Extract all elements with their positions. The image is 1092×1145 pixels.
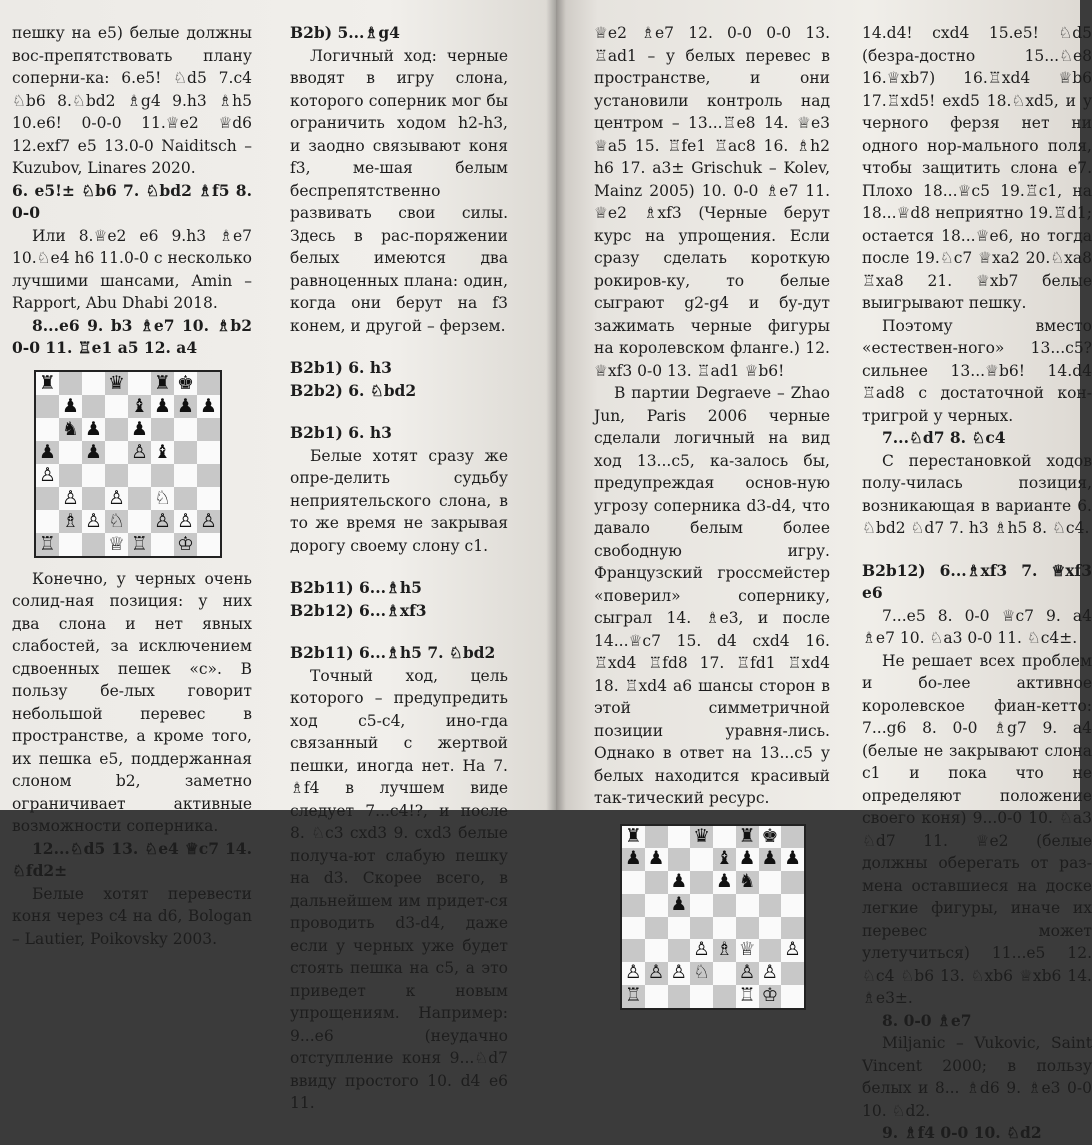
chess-piece: ♟ (625, 848, 642, 870)
board-square (668, 985, 691, 1008)
board-square (713, 826, 736, 849)
chess-piece: ♙ (108, 486, 125, 509)
move-heading: B2b2) 6. ♘bd2 (290, 380, 417, 400)
board-square (36, 418, 59, 441)
chess-diagram-2 (620, 824, 806, 1010)
board-square (82, 533, 105, 556)
chess-piece: ♙ (200, 509, 217, 532)
board-square (36, 510, 59, 533)
board-square (174, 464, 197, 487)
chess-piece: ♟ (670, 893, 688, 915)
chess-piece: ♟ (39, 440, 56, 463)
board-square (781, 985, 804, 1008)
chess-piece: ♟ (85, 417, 102, 440)
board-square (128, 487, 151, 510)
chess-piece: ♟ (62, 394, 79, 417)
spacer (862, 540, 1092, 560)
book-gutter (546, 0, 566, 810)
chess-piece: ♜ (738, 825, 756, 847)
board-square (690, 985, 713, 1008)
chess-piece: ♙ (625, 962, 642, 983)
board-square (645, 985, 668, 1008)
right-page (556, 0, 1092, 1142)
board-square (59, 441, 82, 464)
move-heading: 12...♘d5 13. ♘e4 ♕c7 14. ♘fd2± (12, 838, 252, 880)
board-square (197, 533, 220, 556)
chess-diagram-1 (34, 370, 222, 558)
chess-piece: ♜ (154, 371, 171, 394)
chess-piece: ♟ (738, 848, 756, 870)
move-heading: B2b11) 6...♗h5 7. ♘bd2 (290, 643, 496, 662)
col1-bottom (12, 568, 252, 951)
chess-piece: ♙ (85, 509, 102, 532)
spacer (290, 402, 508, 422)
chess-piece: ♟ (200, 394, 217, 417)
board-square (105, 464, 128, 487)
chess-piece: ♜ (625, 825, 642, 847)
board-square (59, 372, 82, 395)
move-heading: 7...♘d7 8. ♘c4 (882, 428, 1006, 447)
board-square (645, 826, 668, 849)
chess-piece: ♙ (670, 962, 688, 983)
paragraph: Не решает всех проблем и бо-лее активное королевское фиан-кетто: 7...g6 8. 0-0 ♗g7 9. a4 (белые не закрывают слона c1 и пока что не определяют положение своего коня) 9...0-0 10. ♘a3 ♘d7 11. ♕e2 (белые должны оберегать от раз-мена оставшиеся на доске легкие фигуры, иначе их перевес может улетучиться) 11...e5 12. ♘c4 ♘b6 13. ♘xb6 ♕xb6 14. ♗e3±. (862, 651, 1092, 1007)
chess-piece: ♙ (131, 440, 148, 463)
chess-piece: ♙ (784, 939, 801, 961)
board-square (105, 441, 128, 464)
move-heading: B2b1) 6. h3 (290, 423, 392, 442)
chess-piece: ♕ (108, 532, 125, 555)
chess-piece: ♟ (670, 871, 688, 892)
move-heading: B2b12) 6...♗xf3 (290, 600, 427, 620)
chess-piece: ♘ (108, 509, 125, 532)
spacer (290, 337, 508, 357)
move-heading: B2b11) 6...♗h5 (290, 578, 422, 597)
chess-piece: ♗ (62, 509, 79, 532)
board-square (59, 464, 82, 487)
paragraph: Белые хотят сразу же опре-делить судьбу неприятельского слона, в то же время не закрывая дорогу своему слону c1. (290, 446, 508, 555)
board-square (759, 939, 782, 962)
paragraph: 14.d4! cxd4 15.e5! ♘d5 (безра-достно 15...♘e8 16.♕xb7) 16.♖xd4 ♕b6 17.♖xd5! exd5 18.♘xd5, и у черного ферзя нет ни одного нор-мального поля, чтобы защитить слона e7. Плохо 18...♕c5 19.♖c1, на 18...♕d8 неприятно 19.♖d1; остается 18...♕e6, но тогда после 19.♘c7 ♕xa2 20.♘xa8 ♖xa8 21. ♕xb7 белые выигрывают пешку. (862, 24, 1092, 312)
board-square (736, 917, 759, 940)
move-heading: B2b1) 6. h3 (290, 358, 392, 377)
move-heading: 6. e5!± ♘b6 7. ♘bd2 ♗f5 8. 0-0 (12, 180, 252, 222)
board-square (105, 395, 128, 418)
board-square (82, 487, 105, 510)
board-square (690, 894, 713, 917)
chess-piece: ♟ (761, 848, 779, 870)
board-square (713, 962, 736, 985)
col1-top (12, 22, 252, 360)
chess-piece: ♞ (738, 871, 756, 892)
paragraph: С перестановкой ходов полу-чилась позиция, возникающая в варианте 6. ♘bd2 ♘d7 7. h3 ♗h5 8. ♘c4. (862, 451, 1092, 537)
board-square (645, 917, 668, 940)
board-square (690, 871, 713, 894)
chess-piece: ♞ (62, 417, 79, 440)
chess-piece: ♙ (738, 962, 756, 983)
col3-text (594, 22, 830, 810)
spacer (290, 622, 508, 642)
board-square (645, 871, 668, 894)
chess-piece: ♝ (716, 848, 733, 870)
chess-piece: ♙ (39, 463, 56, 486)
paragraph: Точный ход, цель которого – предупредить ход c5-c4, ино-гда связанный с жертвой пешки, иногда нет. На 7. ♗f4 в лучшем виде следует 7...c4!?, и после 8. ♘c3 cxd3 9. cxd3 белые получа-ют слабую пешку на d3. Скорее всего, в дальнейшем им придет-ся проводить d3-d4, даже если у черных уже будет стоять пешка на c5, а это приведет к новым упрощениям. Например: 9...e6 (неудачно отступление коня 9...♘d7 ввиду простого 10. d4 e6 11. (290, 666, 508, 1112)
board-square (645, 939, 668, 962)
board-square (197, 372, 220, 395)
chess-piece: ♟ (154, 394, 171, 417)
chess-piece: ♙ (154, 509, 171, 532)
chess-piece: ♖ (39, 532, 56, 555)
board-square (151, 464, 174, 487)
board-square (59, 533, 82, 556)
paragraph: Конечно, у черных очень солид-ная позиция: у них два слона и нет явных слабостей, за исключением сдвоенных пешек «с». В пользу бе-лых говорит небольшой перевес в пространстве, а кроме того, их пешка e5, поддержанная слоном b2, заметно ограничивает активные возможности соперника. (12, 569, 252, 835)
board-square (713, 917, 736, 940)
chess-piece: ♚ (761, 825, 779, 847)
left-column-1 (12, 22, 252, 950)
paragraph: Белые хотят перевести коня через c4 на d6, Bologan – Lautier, Poikovsky 2003. (12, 884, 252, 948)
chess-piece: ♜ (39, 371, 56, 394)
board-square (759, 894, 782, 917)
left-page (0, 0, 556, 1112)
spacer (290, 557, 508, 577)
chess-piece: ♟ (177, 394, 194, 417)
board-square (668, 826, 691, 849)
board-square (128, 510, 151, 533)
board-square (622, 917, 645, 940)
chess-piece: ♛ (108, 371, 125, 394)
chess-piece: ♘ (693, 962, 710, 983)
board-square (713, 985, 736, 1008)
move-heading: 8. 0-0 ♗e7 (882, 1010, 972, 1030)
chess-piece: ♙ (761, 962, 779, 983)
board-square (36, 487, 59, 510)
chess-piece: ♙ (177, 509, 194, 532)
board-square (668, 848, 691, 871)
chess-piece: ♝ (154, 440, 171, 463)
board-square (622, 871, 645, 894)
board-square (174, 487, 197, 510)
board-square (759, 871, 782, 894)
board-square (151, 533, 174, 556)
chess-piece: ♖ (131, 532, 148, 555)
board-square (197, 487, 220, 510)
board-square (622, 894, 645, 917)
paragraph: Miljanic – Vukovic, Saint Vincent 2000; в пользу белых и 8... ♗d6 9. ♗e3 0-0 10. ♘d2. (862, 1034, 1092, 1120)
board-square (128, 464, 151, 487)
board-square (197, 441, 220, 464)
board-square (759, 917, 782, 940)
board-square (668, 917, 691, 940)
paragraph: ♕e2 ♗e7 12. 0-0 0-0 13. ♖ad1 – у белых перевес в пространстве, и они установили контроль над центром – 13...♖e8 14. ♕e3 ♕a5 15. ♖fe1 ♖ac8 16. ♗h2 h6 17. a3± Grischuk – Kolev, Mainz 2005) 10. 0-0 ♗e7 11. ♕e2 ♗xf3 (Черные берут курс на упрощения. Если сразу сделать короткую рокиров-ку, то белые сыграют g2-g4 и бу-дут зажимать черные фигуры на королевском фланге.) 12. ♕xf3 0-0 13. ♖ad1 ♕b6! (594, 24, 830, 380)
board-square (781, 917, 804, 940)
right-column-1 (594, 22, 830, 1010)
chess-piece: ♗ (716, 939, 733, 961)
paragraph: 7...e5 8. 0-0 ♕c7 9. a4 ♗e7 10. ♘a3 0-0 11. ♘c4±. (862, 606, 1092, 647)
chess-piece: ♚ (177, 371, 194, 394)
chess-piece: ♖ (625, 984, 642, 1006)
board-square (645, 894, 668, 917)
move-heading: B2b) 5...♗g4 (290, 23, 400, 42)
chess-piece: ♟ (716, 871, 733, 892)
move-heading: 8...e6 9. b3 ♗e7 10. ♗b2 0-0 11. ♖e1 a5 12. a4 (12, 315, 252, 357)
paragraph: Логичный ход: черные вводят в игру слона, которого соперник мог бы ограничить ходом h2-h3, и заодно связывают коня f3, ме-шая белым беспрепятственно развивать свои силы. Здесь в рас-поряжении белых имеются два равноценных плана: один, когда они берут на f3 конем, и другой – ферзем. (290, 46, 508, 335)
board-square (36, 395, 59, 418)
chess-piece: ♟ (85, 440, 102, 463)
board-square (781, 962, 804, 985)
left-column-2 (290, 22, 508, 1115)
chess-piece: ♔ (177, 532, 194, 555)
board-square (736, 894, 759, 917)
board-square (781, 826, 804, 849)
paragraph: пешку на e5) белые должны вос-препятствовать плану соперни-ка: 6.e5! ♘d5 7.c4 ♘b6 8.♘bd2 ♗g4 9.h3 ♗h5 10.e6! 0-0-0 11.♕e2 ♕d6 12.exf7 e5 13.0-0 Naiditsch – Kuzubov, Linares 2020. (12, 24, 252, 177)
chess-piece: ♙ (693, 939, 710, 961)
chess-piece: ♝ (131, 394, 148, 417)
board-square (690, 848, 713, 871)
chess-piece: ♘ (154, 486, 171, 509)
chess-piece: ♙ (62, 486, 79, 509)
board-square (690, 917, 713, 940)
board-square (622, 939, 645, 962)
board-square (105, 418, 128, 441)
move-heading: B2b12) 6...♗xf3 7. ♕xf3 e6 (862, 560, 1092, 602)
board-square (668, 939, 691, 962)
chess-piece: ♔ (761, 984, 779, 1006)
paragraph: Поэтому вместо «естествен-ного» 13...c5? сильнее 13...♕b6! 14.d4 ♖ad8 с достаточной кон-тригрой у черных. (862, 316, 1092, 425)
board-square (82, 372, 105, 395)
chess-piece: ♖ (738, 984, 756, 1006)
paragraph: В партии Degraeve – Zhao Jun, Paris 2006 черные сделали логичный на вид ход 13...c5, ка-залось бы, предупреждая основ-ную угрозу соперника d3-d4, что давало белым более свободную игру. Французский гроссмейстер «поверил» сопернику, сыграл 14. ♗e3, и после 14...♕c7 15. d4 cxd4 16. ♖xd4 ♖fd8 17. ♖fd1 ♖xd4 18. ♖xd4 a6 шансы сторон в этой симметричной позиции уравня-лись. Однако в ответ на 13...c5 у белых находится красивый так-тический ресурс. (594, 384, 830, 807)
right-column-2 (862, 22, 1092, 1145)
board-square (82, 464, 105, 487)
board-square (82, 395, 105, 418)
board-square (713, 894, 736, 917)
board-square (174, 418, 197, 441)
board-square (151, 418, 174, 441)
chess-piece: ♟ (131, 417, 148, 440)
move-heading: 9. ♗f4 0-0 10. ♘d2 (882, 1123, 1042, 1142)
chess-piece: ♟ (647, 848, 665, 870)
chess-piece: ♛ (693, 825, 710, 847)
paragraph: Или 8.♕e2 e6 9.h3 ♗e7 10.♘e4 h6 11.0-0 с несколько лучшими шансами, Amin – Rapport, Abu Dhabi 2018. (12, 226, 252, 312)
board-square (197, 418, 220, 441)
board-square (128, 372, 151, 395)
chess-piece: ♙ (647, 962, 665, 983)
board-square (781, 871, 804, 894)
chess-piece: ♕ (738, 939, 756, 961)
board-square (197, 464, 220, 487)
board-square (781, 894, 804, 917)
board-square (174, 441, 197, 464)
chess-piece: ♟ (784, 848, 801, 870)
